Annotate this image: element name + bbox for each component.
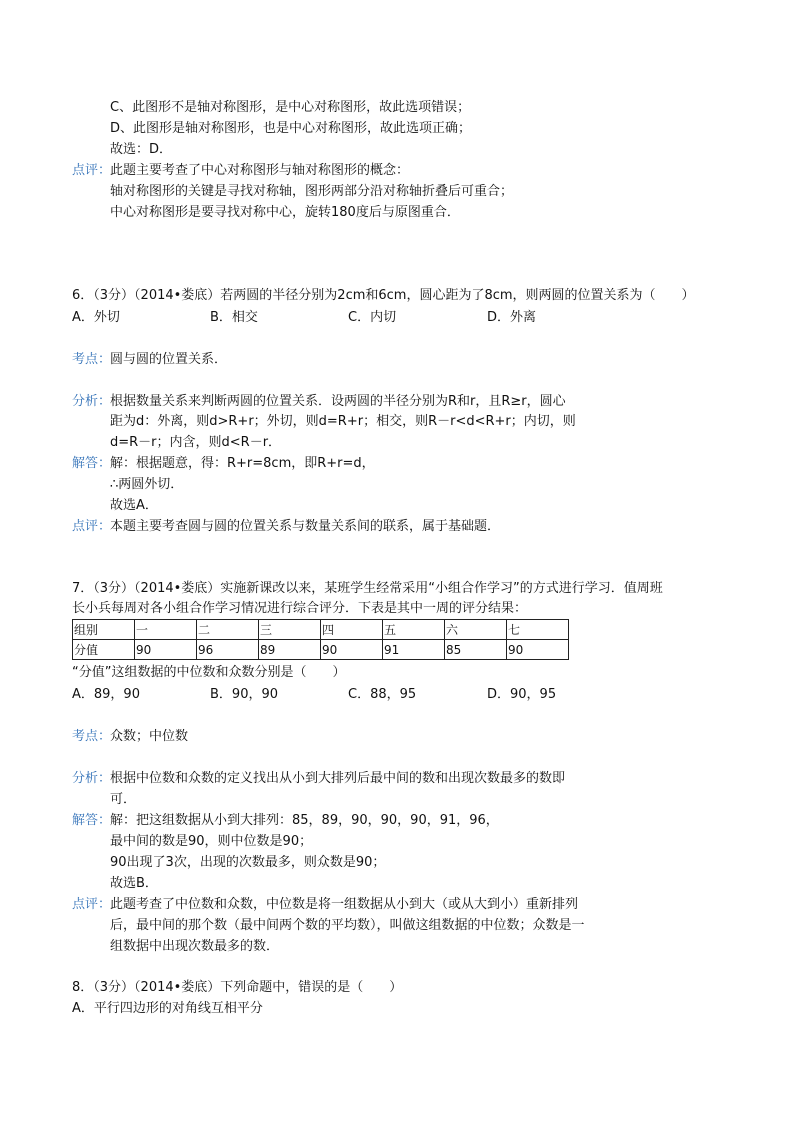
q5-answer: 故选：D． xyxy=(110,142,173,157)
q6-solution-line: 故选A． xyxy=(110,498,158,513)
q5-review-line: 中心对称图形是要寻找对称中心，旋转180度后与原图重合． xyxy=(110,205,460,220)
table-cell: 组别 xyxy=(73,620,135,640)
table-cell: 一 xyxy=(135,620,197,640)
q7-solution-label: 解答： xyxy=(72,813,112,828)
table-cell: 二 xyxy=(197,620,259,640)
q7-analysis-line: 根据中位数和众数的定义找出从小到大排列后最中间的数和出现次数最多的数即 xyxy=(110,771,566,786)
q7-option-d: D．90，95 xyxy=(487,687,557,702)
q6-review: 本题主要考查圆与圆的位置关系与数量关系间的联系，属于基础题． xyxy=(110,519,501,534)
table-cell: 90 xyxy=(507,640,569,660)
table-cell: 90 xyxy=(321,640,383,660)
q6-solution-line: ∴两圆外切． xyxy=(110,477,184,492)
score-table xyxy=(72,619,569,660)
table-cell: 96 xyxy=(197,640,259,660)
table-cell: 三 xyxy=(259,620,321,640)
q6-analysis-label: 分析： xyxy=(72,394,112,409)
q6-option-d: D．外离 xyxy=(487,310,537,325)
table-cell: 分值 xyxy=(73,640,135,660)
q6-solution-label: 解答： xyxy=(72,456,112,471)
q7-stem-line: 长小兵每周对各小组合作学习情况进行综合评分．下表是其中一周的评分结果： xyxy=(72,601,528,616)
q7-question: “分值”这组数据的中位数和众数分别是（ ） xyxy=(72,665,346,680)
q7-solution-line: 解：把这组数据从小到大排列：85，89，90，90，90，91，96， xyxy=(110,813,499,828)
q6-option-b: B．相交 xyxy=(210,310,258,325)
q7-review-line: 组数据中出现次数最多的数． xyxy=(110,939,280,954)
q7-analysis-line: 可． xyxy=(110,792,137,807)
table-cell: 六 xyxy=(445,620,507,640)
q6-option-c: C．内切 xyxy=(348,310,397,325)
q5-option-c-analysis: C、此图形不是轴对称图形，是中心对称图形，故此选项错误； xyxy=(110,100,471,115)
table-header-row xyxy=(73,620,569,640)
table-cell: 89 xyxy=(259,640,321,660)
q5-review-line: 此题主要考查了中心对称图形与轴对称图形的概念： xyxy=(110,163,410,178)
q8-option-a: A．平行四边形的对角线互相平分 xyxy=(72,1001,263,1016)
q6-option-a: A．外切 xyxy=(72,310,120,325)
q7-option-b: B．90，90 xyxy=(210,687,279,702)
q8-stem: 8．（3分）（2014•娄底）下列命题中，错误的是（ ） xyxy=(72,980,403,995)
table-cell: 91 xyxy=(383,640,445,660)
table-cell: 四 xyxy=(321,620,383,640)
table-cell: 五 xyxy=(383,620,445,640)
q7-review-line: 后，最中间的那个数（最中间两个数的平均数），叫做这组数据的中位数；众数是一 xyxy=(110,918,585,933)
q7-stem-line: 7．（3分）（2014•娄底）实施新课改以来，某班学生经常采用“小组合作学习”的方式进行学习．值周班 xyxy=(72,581,663,596)
q6-stem: 6．（3分）（2014•娄底）若两圆的半径分别为2cm和6cm，圆心距为了8cm，则两圆的位置关系为（ ） xyxy=(72,288,695,303)
q7-analysis-label: 分析： xyxy=(72,771,112,786)
q7-option-a: A．89，90 xyxy=(72,687,140,702)
q7-solution-line: 90出现了3次，出现的次数最多，则众数是90； xyxy=(110,855,386,870)
q7-point-label: 考点： xyxy=(72,729,112,744)
q6-point-label: 考点： xyxy=(72,352,112,367)
q6-point: 圆与圆的位置关系． xyxy=(110,352,228,367)
q6-analysis-line: 根据数量关系来判断两圆的位置关系．设两圆的半径分别为R和r，且R≥r，圆心 xyxy=(110,394,566,409)
q5-review-label: 点评： xyxy=(72,163,112,178)
q7-review-label: 点评： xyxy=(72,897,112,912)
q5-option-d-analysis: D、此图形是轴对称图形，也是中心对称图形，故此选项正确； xyxy=(110,121,472,136)
q7-option-c: C．88，95 xyxy=(348,687,417,702)
q6-analysis-line: d=R－r；内含，则d<R－r． xyxy=(110,435,282,450)
q6-solution-line: 解：根据题意，得：R+r=8cm，即R+r=d， xyxy=(110,456,375,471)
table-cell: 90 xyxy=(135,640,197,660)
q7-solution-line: 故选B． xyxy=(110,876,158,891)
q6-review-label: 点评： xyxy=(72,519,112,534)
q6-analysis-line: 距为d：外离，则d>R+r；外切，则d=R+r；相交，则R－r<d<R+r；内切，则 xyxy=(110,414,576,429)
table-row xyxy=(73,640,569,660)
q5-review-line: 轴对称图形的关键是寻找对称轴，图形两部分沿对称轴折叠后可重合； xyxy=(110,184,514,199)
table-cell: 85 xyxy=(445,640,507,660)
table-cell: 七 xyxy=(507,620,569,640)
q7-review-line: 此题考查了中位数和众数，中位数是将一组数据从小到大（或从大到小）重新排列 xyxy=(110,897,579,912)
q7-solution-line: 最中间的数是90，则中位数是90； xyxy=(110,834,313,849)
q7-point: 众数；中位数 xyxy=(110,729,189,744)
